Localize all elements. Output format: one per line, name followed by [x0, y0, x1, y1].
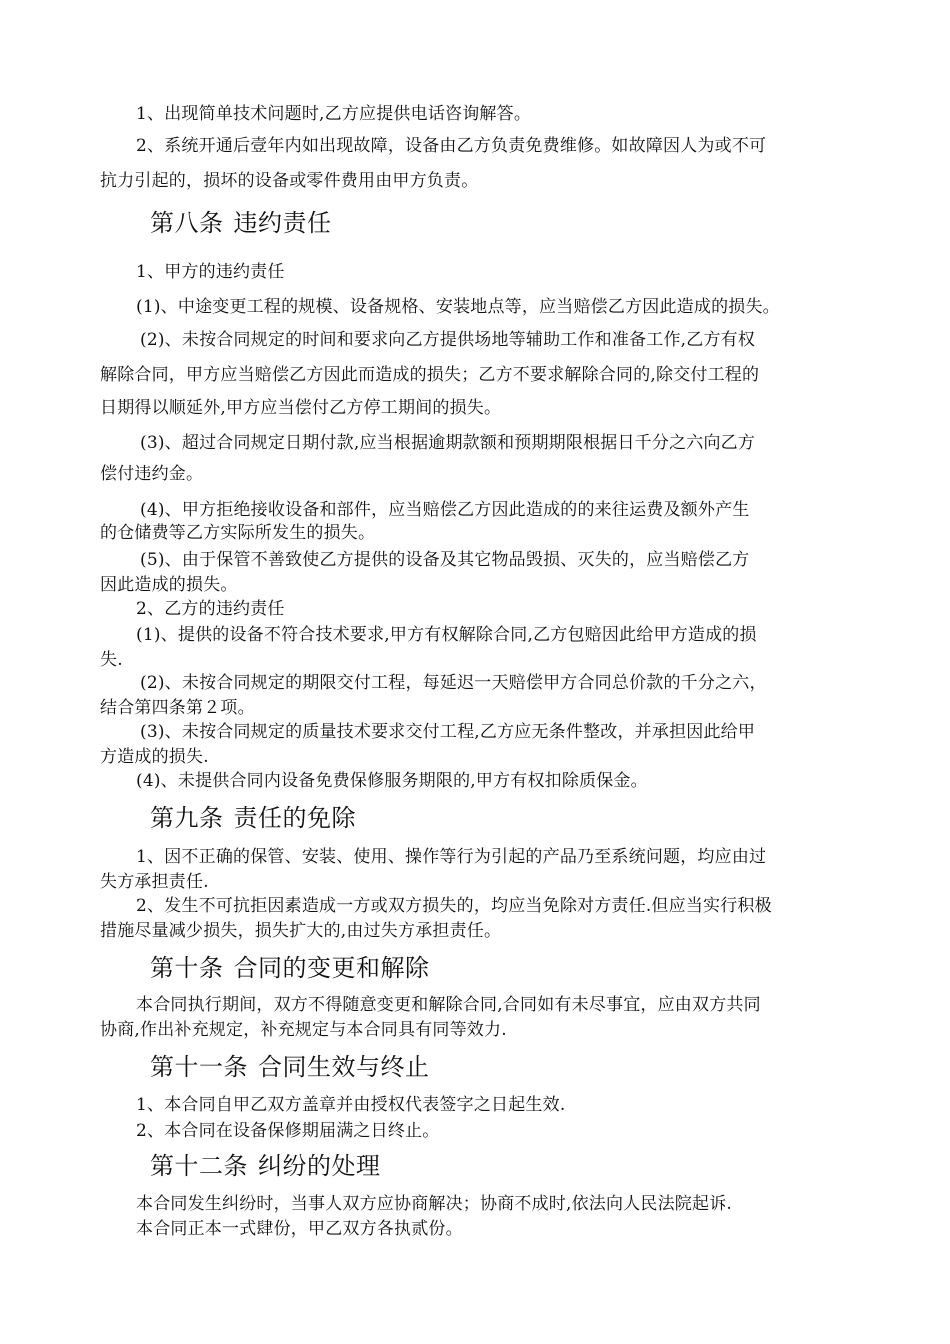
article-8-number: 第八条	[150, 209, 224, 237]
party-a-item-5-line1: (5)、由于保管不善致使乙方提供的设备及其它物品毁损、灭失的，应当赔偿乙方	[140, 550, 750, 570]
effect-item-1: 1、本合同自甲乙双方盖章并由授权代表签字之日起生效.	[136, 1095, 566, 1115]
article-12-number: 第十二条	[150, 1152, 248, 1180]
party-a-item-3-line2: 偿付违约金。	[100, 464, 204, 484]
exemption-item-2-line1: 2、发生不可抗拒因素造成一方或双方损失的，均应当免除对方责任.但应当实行积极	[136, 896, 772, 916]
party-b-item-3-line1: (3)、未按合同规定的质量技术要求交付工程,乙方应无条件整改，并承担因此给甲	[140, 722, 756, 742]
paragraph-warranty-line1: 2、系统开通后壹年内如出现故障，设备由乙方负责免费维修。如故障因人为或不可	[136, 136, 767, 156]
exemption-item-2-line2: 措施尽量减少损失，损失扩大的,由过失方承担责任。	[100, 921, 502, 941]
exemption-item-1-line1: 1、因不正确的保管、安装、使用、操作等行为引起的产品乃至系统问题，均应由过	[136, 847, 767, 867]
party-b-item-1-line2: 失.	[100, 650, 123, 670]
article-9-title: 责任的免除	[233, 804, 356, 832]
paragraph-warranty-line2: 抗力引起的，损坏的设备或零件费用由甲方负责。	[100, 171, 479, 191]
article-9-number: 第九条	[150, 804, 224, 832]
party-a-item-4-line1: (4)、甲方拒绝接收设备和部件，应当赔偿乙方因此造成的的来往运费及额外产生	[140, 500, 750, 520]
party-a-item-5-line2: 因此造成的损失。	[100, 575, 238, 595]
paragraph-tech-support: 1、出现简单技术问题时,乙方应提供电话咨询解答。	[136, 104, 532, 124]
party-b-liability-heading: 2、乙方的违约责任	[136, 599, 285, 619]
party-a-item-1: (1)、中途变更工程的规模、设备规格、安装地点等，应当赔偿乙方因此造成的损失。	[136, 297, 780, 317]
article-11-number: 第十一条	[150, 1053, 248, 1081]
article-9-heading	[150, 803, 356, 833]
article-10-number: 第十条	[150, 954, 224, 982]
party-a-item-4-line2: 的仓储费等乙方实际所发生的损失。	[100, 523, 376, 543]
party-a-item-2-line1: (2)、未按合同规定的时间和要求向乙方提供场地等辅助工作和准备工作,乙方有权	[140, 330, 756, 350]
dispute-paragraph: 本合同发生纠纷时，当事人双方应协商解决；协商不成时,依法向人民法院起诉.	[136, 1194, 733, 1214]
article-11-heading	[150, 1052, 430, 1082]
article-8-heading	[150, 208, 332, 238]
article-12-title: 纠纷的处理	[258, 1152, 381, 1180]
article-10-heading	[150, 953, 430, 983]
party-b-item-1-line1: (1)、提供的设备不符合技术要求,甲方有权解除合同,乙方包赔因此给甲方造成的损	[136, 625, 757, 645]
amendment-paragraph-line1: 本合同执行期间，双方不得随意变更和解除合同,合同如有未尽事宜，应由双方共同	[136, 995, 761, 1015]
party-b-item-2-line2: 结合第四条第２项。	[100, 698, 255, 718]
party-a-liability-heading: 1、甲方的违约责任	[136, 262, 285, 282]
effect-item-2: 2、本合同在设备保修期届满之日终止。	[136, 1121, 440, 1141]
amendment-paragraph-line2: 协商,作出补充规定，补充规定与本合同具有同等效力.	[100, 1020, 507, 1040]
article-11-title: 合同生效与终止	[258, 1053, 430, 1081]
exemption-item-1-line2: 失方承担责任.	[100, 872, 209, 892]
copies-paragraph: 本合同正本一式肆份，甲乙双方各执贰份。	[136, 1219, 463, 1239]
party-a-item-2-line2: 解除合同，甲方应当赔偿乙方因此而造成的损失；乙方不要求解除合同的,除交付工程的	[100, 365, 760, 385]
article-8-title: 违约责任	[233, 209, 332, 237]
party-b-item-2-line1: (2)、未按合同规定的期限交付工程，每延迟一天赔偿甲方合同总价款的千分之六，	[140, 673, 767, 693]
party-b-item-4: (4)、未提供合同内设备免费保修服务期限的,甲方有权扣除质保金。	[136, 771, 648, 791]
party-a-item-2-line3: 日期得以顺延外,甲方应当偿付乙方停工期间的损失。	[100, 398, 502, 418]
party-a-item-3-line1: (3)、超过合同规定日期付款,应当根据逾期款额和预期期限根据日千分之六向乙方	[140, 433, 756, 453]
article-12-heading	[150, 1151, 381, 1181]
party-b-item-3-line2: 方造成的损失.	[100, 747, 209, 767]
article-10-title: 合同的变更和解除	[233, 954, 430, 982]
